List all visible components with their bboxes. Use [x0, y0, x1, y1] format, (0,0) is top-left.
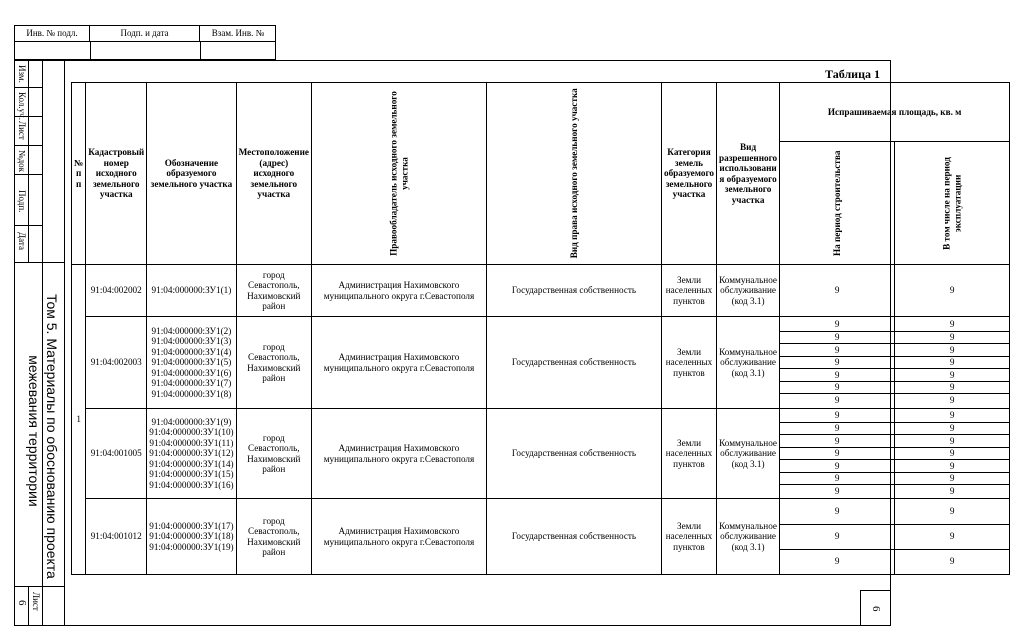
header-num: № п п	[72, 83, 86, 265]
area-construction-cell: 9 9 9 9 9 9 9	[780, 317, 895, 409]
cadastral-cell: 91:04:002003	[86, 317, 147, 409]
category-cell: Земли населенных пунктов	[661, 317, 716, 409]
table-row	[72, 409, 1010, 499]
area-operation-cell: 9 9 9	[895, 499, 1010, 575]
designation-cell: 91:04:000000:ЗУ1(9) 91:04:000000:ЗУ1(10) 91:04:000000:ЗУ1(11) 91:04:000000:ЗУ1(12) 91:04:000000:ЗУ1(14) 91:04:000000:ЗУ1(15) 91:04:000000:ЗУ1(16)	[147, 409, 236, 499]
stamp-vzam-inv: Взам. Инв. №	[211, 28, 265, 38]
right-type-cell: Государственная собственность	[486, 499, 661, 575]
area-operation-cell: 9 9 9 9 9 9 9	[895, 317, 1010, 409]
group-number: 1	[72, 265, 86, 575]
table-row	[72, 265, 1010, 317]
rightholder-cell: Администрация Нахимовского муниципального округа г.Севастополя	[311, 499, 486, 575]
volume-title-line1: Том 5. Материалы по обоснованию проекта	[44, 294, 60, 579]
side-label-kol-uch: Кол.уч.	[17, 92, 27, 120]
location-cell: город Севастополь, Нахимовский район	[236, 499, 311, 575]
area-construction-cell: 9 9 9	[780, 499, 895, 575]
area-construction-cell: 9	[780, 265, 895, 317]
stamp-inv-podl: Инв. № подл.	[15, 26, 90, 41]
area-operation-cell: 9 9 9 9 9 9 9	[895, 409, 1010, 499]
side-label-list: Лист	[17, 121, 27, 140]
cadastral-cell: 91:04:001005	[86, 409, 147, 499]
header-cadastral: Кадастровый номер исходного земельного участка	[86, 83, 147, 265]
area-construction-cell: 9 9 9 9 9 9 9	[780, 409, 895, 499]
header-permitted-use: Вид разрешенного использовани я образуемого земельного участка	[717, 83, 780, 265]
side-label-nedok: №док	[17, 150, 27, 173]
header-area-operation: В том числе на период эксплуатации	[895, 142, 1010, 265]
location-cell: город Севастополь, Нахимовский район	[236, 409, 311, 499]
cadastral-cell: 91:04:001012	[86, 499, 147, 575]
area-operation-cell: 9	[895, 265, 1010, 317]
permitted-use-cell: Коммунальное обслуживание (код 3.1)	[717, 409, 780, 499]
permitted-use-cell: Коммунальное обслуживание (код 3.1)	[717, 317, 780, 409]
permitted-use-cell: Коммунальное обслуживание (код 3.1)	[717, 499, 780, 575]
right-type-cell: Государственная собственность	[486, 317, 661, 409]
right-type-cell: Государственная собственность	[486, 409, 661, 499]
rightholder-cell: Администрация Нахимовского муниципального округа г.Севастополя	[311, 317, 486, 409]
volume-title-line2: межевания территории	[26, 355, 42, 507]
designation-cell: 91:04:000000:ЗУ1(17) 91:04:000000:ЗУ1(18) 91:04:000000:ЗУ1(19)	[147, 499, 236, 575]
header-area-construction: На период строительства	[780, 142, 895, 265]
side-label-data: Дата	[17, 232, 27, 250]
stamp-podp-data: Подп. и дата	[90, 26, 200, 41]
category-cell: Земли населенных пунктов	[661, 409, 716, 499]
top-stamp	[14, 25, 276, 60]
category-cell: Земли населенных пунктов	[661, 499, 716, 575]
cadastral-cell: 91:04:002002	[86, 265, 147, 317]
header-location: Местоположение (адрес) исходного земельного участка	[236, 83, 311, 265]
page-number: 6	[870, 606, 882, 612]
table-caption: Таблица 1	[825, 67, 880, 81]
header-area-group: Испрашиваемая площадь, кв. м	[780, 83, 1010, 142]
designation-cell: 91:04:000000:ЗУ1(2) 91:04:000000:ЗУ1(3) 91:04:000000:ЗУ1(4) 91:04:000000:ЗУ1(5) 91:04:000000:ЗУ1(6) 91:04:000000:ЗУ1(7) 91:04:000000:ЗУ1(8)	[147, 317, 236, 409]
location-cell: город Севастополь, Нахимовский район	[236, 317, 311, 409]
permitted-use-cell: Коммунальное обслуживание (код 3.1)	[717, 265, 780, 317]
header-designation: Обозначение образуемого земельного участка	[147, 83, 236, 265]
designation-cell: 91:04:000000:ЗУ1(1)	[147, 265, 236, 317]
header-right-type: Вид права исходного земельного участка	[486, 83, 661, 265]
rightholder-cell: Администрация Нахимовского муниципального округа г.Севастополя	[311, 265, 486, 317]
land-table	[71, 82, 1010, 575]
category-cell: Земли населенных пунктов	[661, 265, 716, 317]
header-category: Категория земель образуемого земельного участка	[661, 83, 716, 265]
sheet-label: Лист	[31, 592, 41, 611]
sheet-number: 6	[16, 600, 28, 606]
table-row	[72, 317, 1010, 409]
table-row	[72, 499, 1010, 575]
right-type-cell: Государственная собственность	[486, 265, 661, 317]
side-label-izm: Изм.	[17, 65, 27, 83]
side-label-podp: Подп.	[17, 190, 27, 213]
location-cell: город Севастополь, Нахимовский район	[236, 265, 311, 317]
rightholder-cell: Администрация Нахимовского муниципального округа г.Севастополя	[311, 409, 486, 499]
header-rightholder: Правообладатель исходного земельного участка	[311, 83, 486, 265]
